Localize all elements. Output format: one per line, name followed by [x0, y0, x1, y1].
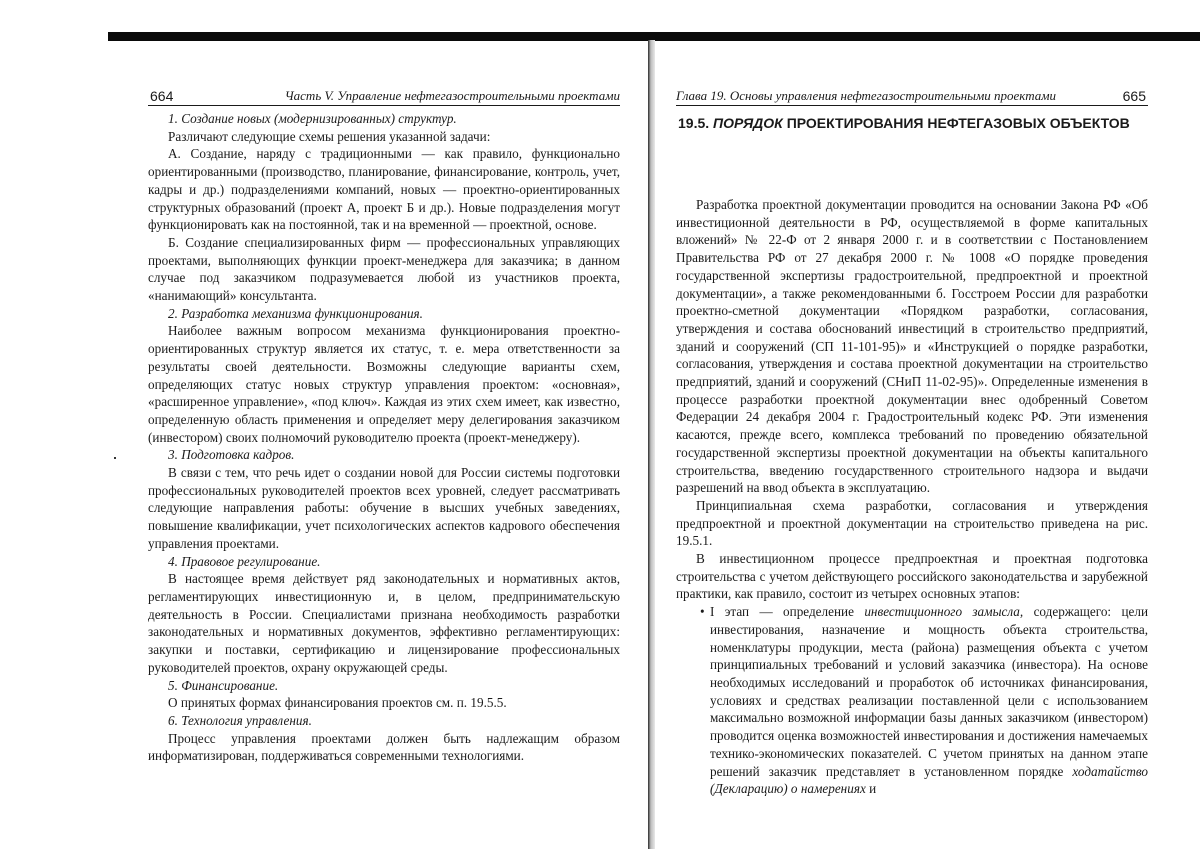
paragraph: Различают следующие схемы решения указанной задачи: [148, 128, 620, 146]
left-running-head-title: Часть V. Управление нефтегазостроительными проектами [285, 88, 620, 104]
paragraph: Б. Создание специализированных фирм — профессиональных управляющих проектами, выполняющих функции проект-менеджера для заказчика; в данном случае под заказчиком подразумевается любой из участников проекта, «нанимающий» консультанта. [148, 234, 620, 305]
section-title-rest: ПРОЕКТИРОВАНИЯ НЕФТЕГАЗОВЫХ ОБЪЕКТОВ [787, 115, 1130, 131]
bullet-body: содержащего: цели инвестирования, назначение и мощность объекта строительства, номенклатуры продукции, места (района) размещения объекта с учетом принципиальных требований и условий заказчика (инвестора). На основе необходимых исследований и проработок об источниках финансирования, условиях и средствах реализации поставленной цели с использованием максимально возможной информации базы данных заказчиком (инвестором) проводится оценка возможностей инвестирования и достижения намечаемых технико-экономических показателей. С учетом принятых на данном этапе решений заказчик представляет в установленном порядке [710, 604, 1148, 778]
subheading: 5. Финансирование. [148, 677, 620, 695]
left-page-number: 664 [150, 88, 173, 104]
left-running-header [148, 88, 620, 106]
book-gutter [648, 40, 655, 849]
bullet-lead-emphasis: инвестиционного замысла, [864, 604, 1023, 619]
subheading: 2. Разработка механизма функционирования. [148, 305, 620, 323]
bullet-marker: • [700, 603, 705, 621]
left-page-body [148, 110, 620, 765]
right-running-head-title: Глава 19. Основы управления нефтегазостроительными проектами [676, 88, 1056, 104]
paragraph: Разработка проектной документации проводится на основании Закона РФ «Об инвестиционной деятельности в РФ, осуществляемой в форме капитальных вложений» № 22-Ф от 2 января 2000 г. и в соответствии с Постановлением Правительства РФ от 27 декабря 2000 г. № 1008 «О порядке проведения государственной экспертизы градостроительной, предпроектной и проектной документации», а также рекомендованными б. Госстроем России для разработки проектно-сметной документации «Порядком разработки, согласования, утверждения и состава обоснований инвестиций в строительство предприятий, зданий и сооружений (СП 11-101-95)» и «Инструкцией о порядке разработки, согласования, утверждения и состава проектной документации на строительство предприятий, зданий и сооружений (СНиП 11-02-95)». Определенные изменения в процессе разработки проектной документации внес одобренный Советом Федерации 24 декабря 2004 г. Градостроительный кодекс РФ. Эти изменения касаются, прежде всего, комплекса требований по проведению обязательной государственной экспертизы проектной документации на объекты капитального строительства, введению государственного строительного надзора и выдачи разрешений на ввод объекта в эксплуатацию. [676, 196, 1148, 497]
subheading: 4. Правовое регулирование. [148, 553, 620, 571]
paragraph: Наиболее важным вопросом механизма функционирования проектно-ориентированных структур является их статус, т. е. мера ответственности за результаты своей деятельности. Возможны следующие варианты схем, определяющих статус новых структур управления проектом: «основная», «расширенное управление», «под ключ». Каждая из этих схем имеет, как известно, определенную область применения и определяет меру делегирования заказчиком (инвестором) своих полномочий руководителю проекта (проект-менеджеру). [148, 322, 620, 446]
subheading: 1. Создание новых (модернизированных) структур. [148, 110, 620, 128]
bullet-tail-emphasis: ходатайство (Декларацию) о намерениях [710, 764, 1148, 797]
section-title-emphasis: ПОРЯДОК [713, 115, 783, 131]
paragraph: Процесс управления проектами должен быть надлежащим образом информатизирован, поддерживаться современными технологиями. [148, 730, 620, 765]
right-page-body [676, 196, 1148, 798]
right-header-rule [676, 105, 1148, 106]
scan-speck [114, 457, 116, 459]
bullet-tail: и [869, 781, 876, 796]
paragraph: Принципиальная схема разработки, согласования и утверждения предпроектной и проектной документации на строительство приведена на рис. 19.5.1. [676, 497, 1148, 550]
paragraph: В настоящее время действует ряд законодательных и нормативных актов, регламентирующих инвестиционную и, в целом, предпринимательскую деятельность в России. Специалистами признана необходимость разработки законодательных и нормативных документов, эффективно регламентирующих: закупки и поставки, сертификацию и лицензирование профессиональных руководителей проектов, охрану окружающей среды. [148, 570, 620, 676]
paragraph: О принятых формах финансирования проектов см. п. 19.5.5. [148, 694, 620, 712]
subheading: 6. Технология управления. [148, 712, 620, 730]
paragraph: В связи с тем, что речь идет о создании новой для России системы подготовки профессиональных руководителей проектов всех уровней, следует рассматривать следующие направления работы: обучение в высших учебных заведениях, повышение квалификации, учет психологических аспектов кадрового обеспечения управления проектами. [148, 464, 620, 553]
right-page-number: 665 [1123, 88, 1146, 104]
right-running-header [676, 88, 1148, 106]
section-title [678, 114, 1150, 133]
paragraph: А. Создание, наряду с традиционными — как правило, функционально ориентированными (производство, планирование, финансирование, контроль, учет, кадры и др.) подразделениями компаний, новых — проектно-ориентированных структурных образований (проект А, проект Б и др.). Новые подразделения могут функционировать как на постоянной, так и на временной — проектной, основе. [148, 145, 620, 234]
subheading: 3. Подготовка кадров. [148, 446, 620, 464]
stage-1-bullet [676, 603, 1148, 798]
section-number: 19.5. [678, 115, 709, 131]
left-header-rule [148, 105, 620, 106]
right-paragraphs [676, 196, 1148, 603]
bullet-lead: I этап — определение [710, 604, 854, 619]
paragraph: В инвестиционном процессе предпроектная и проектная подготовка строительства с учетом действующего российского законодательства и зарубежной практики, как правило, состоит из четырех основных этапов: [676, 550, 1148, 603]
